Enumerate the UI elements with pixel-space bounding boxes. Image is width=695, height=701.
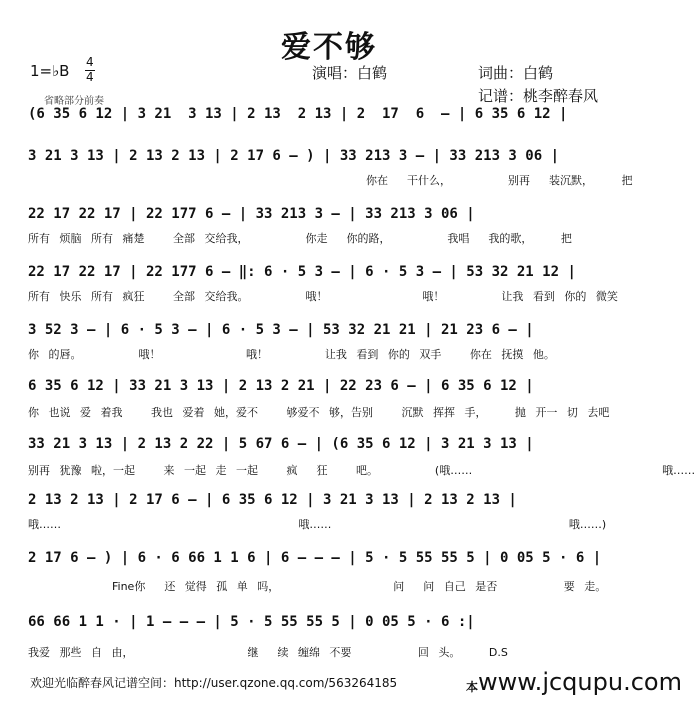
key-signature: 1=♭B [30, 62, 70, 80]
score-line-10-lyrics: 我爱 那些 自 由， 继 续 缠绵 不要 回 头。 D.S [28, 646, 508, 659]
prelude-note: 省略部分前奏 [44, 96, 104, 107]
score-line-5-lyrics: 你 的唇。 哦！ 哦！ 让我 看到 你的 双手 你在 抚摸 他。 [28, 348, 555, 361]
site-watermark: www.jcqupu.com [478, 668, 682, 696]
singer-credit: 演唱：白鹤 [312, 64, 388, 82]
score-line-3-lyrics: 所有 烦脑 所有 痛楚 全部 交给我， 你走 你的路， 我唱 我的歌， 把 [28, 232, 572, 245]
transcriber-credit: 记谱：桃李醉春风 [478, 87, 599, 105]
score-line-5-notes: 3 52 3 – | 6 · 5 3 – | 6 · 5 3 – | 53 32 21 21 | 21 23 6 – | [28, 322, 534, 338]
score-line-9-lyrics: Fine你 还 觉得 孤 单 吗， 问 问 自己 是否 要 走。 [112, 580, 607, 593]
score-line-10-notes: 66 66 1 1 · | 1 – – – | 5 · 5 55 55 5 | 0 05 5 · 6 :| [28, 614, 475, 630]
score-line-8-lyrics: 哦…… 哦…… 哦……) [28, 518, 607, 531]
score-line-4-notes: 22 17 22 17 | 22 177 6 – ‖: 6 · 5 3 – | 6 · 5 3 – | 53 32 21 12 | [28, 264, 576, 280]
score-line-1-notes: (6 35 6 12 | 3 21 3 13 | 2 13 2 13 | 2 17 6 – | 6 35 6 12 | [28, 106, 568, 122]
page-label: 本 [466, 680, 479, 694]
score-line-2-notes: 3 21 3 13 | 2 13 2 13 | 2 17 6 – ) | 33 213 3 – | 33 213 3 06 | [28, 148, 560, 164]
score-line-4-lyrics: 所有 快乐 所有 疯狂 全部 交给我。 哦！ 哦！ 让我 看到 你的 微笑 [28, 290, 618, 303]
time-signature-denominator: 4 [86, 70, 94, 84]
score-line-6-notes: 6 35 6 12 | 33 21 3 13 | 2 13 2 21 | 22 23 6 – | 6 35 6 12 | [28, 378, 534, 394]
score-line-2-lyrics: 你在 干什么， 别再 装沉默， 把 [366, 174, 633, 187]
score-line-6-lyrics: 你 也说 爱 着我 我也 爱着 她，爱不 够爱不 够，告别 沉默 挥挥 手， 抛 开一 切 去吧 [28, 406, 610, 419]
score-line-3-notes: 22 17 22 17 | 22 177 6 – | 33 213 3 – | 33 213 3 06 | [28, 206, 475, 222]
score-line-9-notes: 2 17 6 – ) | 6 · 6 66 1 1 6 | 6 – – – | 5 · 5 55 55 5 | 0 05 5 · 6 | [28, 550, 602, 566]
song-title: 爱不够 [281, 30, 377, 65]
time-signature-numerator: 4 [86, 55, 94, 69]
score-line-7-notes: 33 21 3 13 | 2 13 2 22 | 5 67 6 – | (6 35 6 12 | 3 21 3 13 | [28, 436, 534, 452]
composer-credit: 词曲：白鹤 [478, 64, 554, 82]
score-line-7-lyrics: 别再 犹豫 啦，一起 来 一起 走 一起 疯 狂 吧。 (哦…… 哦…… [28, 464, 695, 477]
footer-visit-text: 欢迎光临醉春风记谱空间：http://user.qzone.qq.com/563264185 [30, 676, 398, 690]
score-line-8-notes: 2 13 2 13 | 2 17 6 – | 6 35 6 12 | 3 21 3 13 | 2 13 2 13 | [28, 492, 517, 508]
